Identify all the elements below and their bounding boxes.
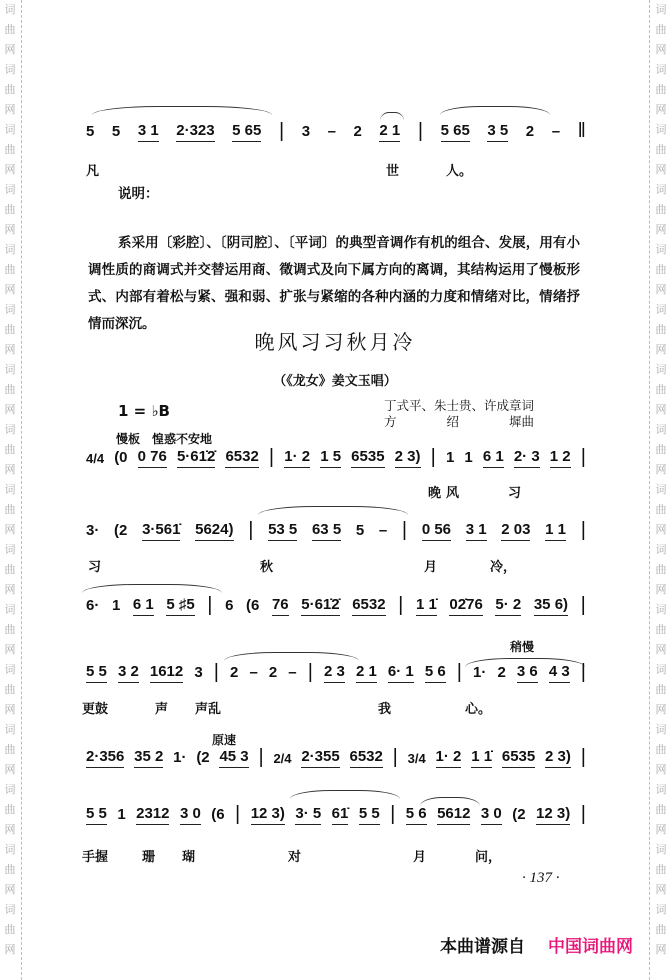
note-group: 3: [194, 664, 203, 681]
watermark-char: 网: [655, 343, 667, 356]
barline: |: [268, 446, 275, 468]
watermark-char: 曲: [655, 383, 667, 396]
barline: |: [307, 661, 313, 683]
score-line: [86, 596, 586, 616]
watermark-char: 词: [655, 723, 667, 736]
barline: |: [401, 519, 408, 541]
watermark-char: 词: [655, 783, 667, 796]
score-line: [86, 521, 586, 541]
watermark-char: 网: [655, 703, 667, 716]
note-group: 6: [225, 597, 234, 614]
watermark-char: 网: [4, 463, 16, 476]
right-watermark-strip: [649, 0, 670, 980]
slur: [440, 106, 550, 115]
page-number: · 137 ·: [522, 870, 560, 886]
footer-site-link[interactable]: 中国词曲网: [548, 937, 633, 957]
watermark-char: 网: [4, 943, 16, 956]
note-group: 6· 1: [388, 663, 414, 683]
lyric: 月: [424, 560, 438, 575]
score-line: [86, 805, 586, 825]
watermark-char: 词: [4, 243, 16, 256]
note-group: 2 1: [379, 122, 400, 142]
note-group: 5 6: [406, 805, 427, 825]
note-group: –: [249, 664, 258, 681]
watermark-char: 曲: [4, 443, 16, 456]
note-group: 1·: [173, 749, 187, 766]
barline: |: [456, 661, 462, 683]
watermark-char: 词: [4, 903, 16, 916]
watermark-char: 曲: [655, 503, 667, 516]
slur: [92, 106, 272, 115]
note-group: 0 56: [422, 521, 451, 541]
note-group: 6·: [86, 597, 100, 614]
watermark-char: 词: [655, 603, 667, 616]
score-line: [86, 663, 586, 683]
watermark-char: 网: [4, 823, 16, 836]
note-group: 5: [355, 522, 365, 539]
note-group: 2 3): [395, 448, 421, 468]
note-group: 2 1: [356, 663, 377, 683]
watermark-char: 曲: [4, 503, 16, 516]
note-group: (6: [246, 597, 260, 614]
note-group: 35 6): [534, 596, 568, 616]
note-group: 3 1: [138, 122, 159, 142]
note-group: 1 1: [545, 521, 566, 541]
note-group: (2: [512, 806, 526, 823]
watermark-char: 词: [4, 3, 16, 16]
note-group: 76: [272, 596, 289, 616]
note-group: 5·61̇2̇: [301, 596, 339, 616]
watermark-char: 网: [4, 283, 16, 296]
barline: |: [580, 519, 586, 541]
watermark-char: 网: [4, 883, 16, 896]
score-line: [86, 448, 586, 468]
watermark-char: 词: [655, 303, 667, 316]
watermark-char: 词: [4, 123, 16, 136]
watermark-char: 曲: [4, 263, 16, 276]
watermark-char: 网: [655, 403, 667, 416]
watermark-char: 曲: [4, 863, 16, 876]
note-group: 2: [525, 123, 535, 140]
barline: |: [392, 746, 398, 768]
note-group: 02̇76: [449, 596, 482, 616]
note-group: –: [551, 123, 561, 140]
lyric: 人。: [446, 164, 473, 179]
watermark-char: 曲: [655, 143, 667, 156]
note-group: 3·561̇: [142, 521, 180, 541]
lyric: 声乱: [195, 702, 222, 717]
note-group: 0 76: [138, 448, 167, 468]
note-group: 3 0: [481, 805, 502, 825]
lyric: 对: [288, 850, 302, 865]
song-title: 晚风习习秋月冷: [254, 330, 416, 354]
watermark-char: 词: [4, 543, 16, 556]
watermark-char: 曲: [655, 743, 667, 756]
note-group: 3 5: [487, 122, 508, 142]
barline: |: [258, 746, 264, 768]
note-group: 1612: [150, 663, 183, 683]
watermark-char: 曲: [655, 23, 667, 36]
notes-heading: 说明：: [118, 186, 159, 202]
barline: |: [580, 594, 586, 616]
watermark-char: 词: [655, 663, 667, 676]
watermark-char: 曲: [655, 563, 667, 576]
watermark-char: 词: [4, 603, 16, 616]
watermark-char: 网: [655, 763, 667, 776]
note-group: 53 5: [268, 521, 297, 541]
note-group: 1: [117, 806, 126, 823]
barline: |: [213, 661, 219, 683]
lyric: 习: [508, 486, 522, 501]
watermark-char: 词: [4, 423, 16, 436]
note-group: 35 2: [134, 748, 163, 768]
note-group: 1 1̇: [416, 596, 437, 616]
watermark-char: 网: [655, 43, 667, 56]
notes-body: 系采用〔彩腔〕、〔阴司腔〕、〔平词〕的典型音调作有机的组合、发展，用有小调性质的商调式并交替运用商、徵调式及向下属方向的离调，其结构运用了慢板形式、内部有着松与紧、强和弱、扩张与紧缩的各种内涵的力度和情绪对比，情绪抒情而深沉。: [88, 235, 580, 332]
watermark-char: 词: [4, 783, 16, 796]
note-group: 1 5: [320, 448, 341, 468]
watermark-char: 网: [655, 523, 667, 536]
slur: [380, 112, 404, 121]
watermark-char: 曲: [4, 923, 16, 936]
barline: |: [235, 803, 241, 825]
watermark-char: 曲: [655, 263, 667, 276]
note-group: 2·355: [301, 748, 339, 768]
lyric: 习: [88, 560, 102, 575]
slur: [290, 790, 400, 799]
note-group: 1· 2: [436, 748, 462, 768]
note-group: 2 3): [545, 748, 571, 768]
barline: |: [430, 446, 436, 468]
note-group: 5·61̇2̇: [177, 448, 215, 468]
watermark-char: 网: [4, 583, 16, 596]
watermark-char: 曲: [655, 803, 667, 816]
note-group: 3·: [86, 522, 100, 539]
time-signature: 2/4: [273, 751, 292, 766]
watermark-char: 词: [655, 243, 667, 256]
note-group: –: [288, 664, 297, 681]
watermark-char: 词: [4, 63, 16, 76]
note-group: 1: [111, 597, 121, 614]
lyricists-credit: 丁式平、朱士贵、许成章词: [384, 398, 535, 413]
watermark-char: 词: [655, 543, 667, 556]
note-group: 1 1̇: [471, 748, 492, 768]
note-group: 5 ♯5: [166, 596, 194, 616]
watermark-char: 网: [4, 703, 16, 716]
note-group: 5 6: [425, 663, 446, 683]
watermark-char: 网: [655, 283, 667, 296]
note-group: 2: [268, 664, 278, 681]
watermark-char: 网: [655, 643, 667, 656]
note-group: 5: [86, 123, 95, 140]
note-group: 6532: [352, 596, 385, 616]
watermark-char: 词: [4, 483, 16, 496]
note-group: 6 1: [483, 448, 504, 468]
watermark-char: 网: [655, 103, 667, 116]
watermark-char: 网: [655, 823, 667, 836]
watermark-char: 曲: [655, 443, 667, 456]
note-group: 3 0: [180, 805, 201, 825]
note-group: –: [327, 123, 336, 140]
slur: [258, 506, 408, 515]
watermark-char: 网: [4, 343, 16, 356]
barline: |: [580, 661, 586, 683]
barline: |: [417, 120, 424, 142]
note-group: (2: [114, 522, 128, 539]
lyric: 更鼓: [82, 702, 109, 717]
note-group: 5· 2: [495, 596, 521, 616]
watermark-char: 词: [655, 423, 667, 436]
time-signature: 4/4: [86, 451, 105, 466]
barline: |: [398, 594, 404, 616]
note-group: 2 3: [324, 663, 345, 683]
footer-source-label: 本曲谱源自: [440, 937, 525, 957]
barline: |: [248, 519, 254, 541]
note-group: 3 2: [118, 663, 139, 683]
note-group: 5 65: [232, 122, 261, 142]
lyric: 我: [378, 702, 392, 717]
note-group: 6535: [502, 748, 535, 768]
watermark-char: 词: [655, 483, 667, 496]
note-group: 5612: [437, 805, 470, 825]
watermark-char: 词: [4, 843, 16, 856]
watermark-char: 网: [4, 103, 16, 116]
note-group: 5 65: [441, 122, 470, 142]
lyric: 凡: [86, 164, 100, 179]
note-group: 5: [111, 123, 121, 140]
watermark-char: 网: [4, 163, 16, 176]
note-group: 2· 3: [514, 448, 540, 468]
lyric: 瑚: [182, 850, 196, 865]
note-group: 63 5: [312, 521, 341, 541]
key-signature: 1 = ♭B: [118, 402, 170, 420]
note-group: 3 6: [517, 663, 538, 683]
lyric: 心。: [465, 702, 492, 717]
watermark-char: 曲: [4, 83, 16, 96]
watermark-char: 网: [655, 463, 667, 476]
note-group: 2·323: [176, 122, 214, 142]
note-group: 12 3): [251, 805, 285, 825]
tempo-original: 原速: [212, 733, 237, 747]
watermark-char: 曲: [4, 323, 16, 336]
note-group: 2: [497, 664, 506, 681]
note-group: 3 1: [466, 521, 487, 541]
watermark-char: 网: [655, 223, 667, 236]
lyric: 月: [413, 850, 427, 865]
score-line: [86, 748, 586, 768]
watermark-char: 曲: [4, 383, 16, 396]
watermark-char: 网: [655, 883, 667, 896]
note-group: 1: [464, 449, 473, 466]
watermark-char: 曲: [4, 803, 16, 816]
watermark-char: 词: [655, 183, 667, 196]
watermark-char: 曲: [4, 743, 16, 756]
watermark-char: 网: [4, 763, 16, 776]
watermark-char: 词: [4, 663, 16, 676]
watermark-char: 词: [655, 123, 667, 136]
note-group: 2: [353, 123, 362, 140]
note-group: 2312: [136, 805, 169, 825]
watermark-char: 曲: [4, 563, 16, 576]
note-group: (2: [196, 749, 210, 766]
note-group: –: [378, 522, 388, 539]
watermark-char: 曲: [4, 683, 16, 696]
watermark-char: 词: [655, 843, 667, 856]
barline: |: [390, 803, 396, 825]
note-group: (0: [114, 449, 128, 466]
watermark-char: 词: [4, 183, 16, 196]
note-group: 2: [230, 664, 239, 681]
watermark-char: 词: [4, 303, 16, 316]
note-group: 5 5: [86, 805, 107, 825]
score-line: [86, 122, 586, 142]
lyric: 世: [386, 164, 400, 179]
watermark-char: 曲: [655, 863, 667, 876]
lyric: 风: [446, 486, 460, 501]
watermark-char: 曲: [4, 203, 16, 216]
lyric: 秋: [260, 560, 274, 575]
note-group: 6 1: [133, 596, 154, 616]
watermark-char: 词: [4, 363, 16, 376]
note-group: 1: [445, 449, 455, 466]
note-group: 1 2: [550, 448, 571, 468]
note-group: 6532: [350, 748, 383, 768]
lyric: 声: [155, 702, 169, 717]
tempo-mark: 慢板 惶惑不安地: [116, 432, 213, 446]
note-group: 6535: [351, 448, 384, 468]
note-group: 4 3: [549, 663, 570, 683]
watermark-char: 网: [4, 43, 16, 56]
watermark-char: 词: [4, 723, 16, 736]
watermark-char: 曲: [4, 23, 16, 36]
watermark-char: 网: [4, 403, 16, 416]
watermark-char: 网: [4, 523, 16, 536]
note-group: 1·: [473, 664, 487, 681]
watermark-char: 曲: [655, 623, 667, 636]
lyric: 手握: [82, 850, 109, 865]
watermark-char: 网: [655, 583, 667, 596]
watermark-char: 网: [655, 163, 667, 176]
watermark-char: 网: [4, 223, 16, 236]
composers-credit: 方 绍 墀曲: [384, 414, 535, 429]
lyric: 冷，: [490, 560, 517, 575]
note-group: 45 3: [219, 748, 248, 768]
note-group: 2 03: [501, 521, 530, 541]
watermark-char: 曲: [655, 923, 667, 936]
note-group: 12 3): [536, 805, 570, 825]
barline: |: [580, 446, 586, 468]
watermark-char: 曲: [655, 203, 667, 216]
watermark-char: 词: [655, 3, 667, 16]
barline: |: [278, 120, 285, 142]
note-group: (6: [211, 806, 225, 823]
barline: ‖: [577, 120, 586, 142]
song-subtitle: （《龙女》姜文玉唱）: [273, 374, 397, 389]
slur: [224, 652, 359, 661]
lyric: 问，: [475, 850, 502, 865]
slur: [82, 584, 222, 593]
note-group: 5 5: [359, 805, 380, 825]
watermark-char: 网: [4, 643, 16, 656]
note-group: 2·356: [86, 748, 124, 768]
note-group: 3: [301, 123, 311, 140]
barline: |: [580, 746, 586, 768]
watermark-char: 网: [655, 943, 667, 956]
lyric: 晚: [428, 486, 442, 501]
barline: |: [207, 594, 213, 616]
watermark-char: 曲: [4, 143, 16, 156]
watermark-char: 词: [655, 903, 667, 916]
watermark-char: 词: [655, 363, 667, 376]
barline: |: [580, 803, 586, 825]
note-group: 3· 5: [295, 805, 321, 825]
note-group: 1· 2: [284, 448, 310, 468]
left-watermark-strip: [0, 0, 22, 980]
note-group: 6532: [225, 448, 258, 468]
note-group: 61̇: [332, 805, 349, 825]
watermark-char: 曲: [4, 623, 16, 636]
note-group: 5624): [195, 521, 233, 541]
watermark-char: 曲: [655, 83, 667, 96]
note-group: 5 5: [86, 663, 107, 683]
watermark-char: 词: [655, 63, 667, 76]
watermark-char: 曲: [655, 683, 667, 696]
time-signature: 3/4: [407, 751, 426, 766]
watermark-char: 曲: [655, 323, 667, 336]
lyric: 珊: [142, 850, 156, 865]
tempo-slower: 稍慢: [510, 640, 535, 654]
